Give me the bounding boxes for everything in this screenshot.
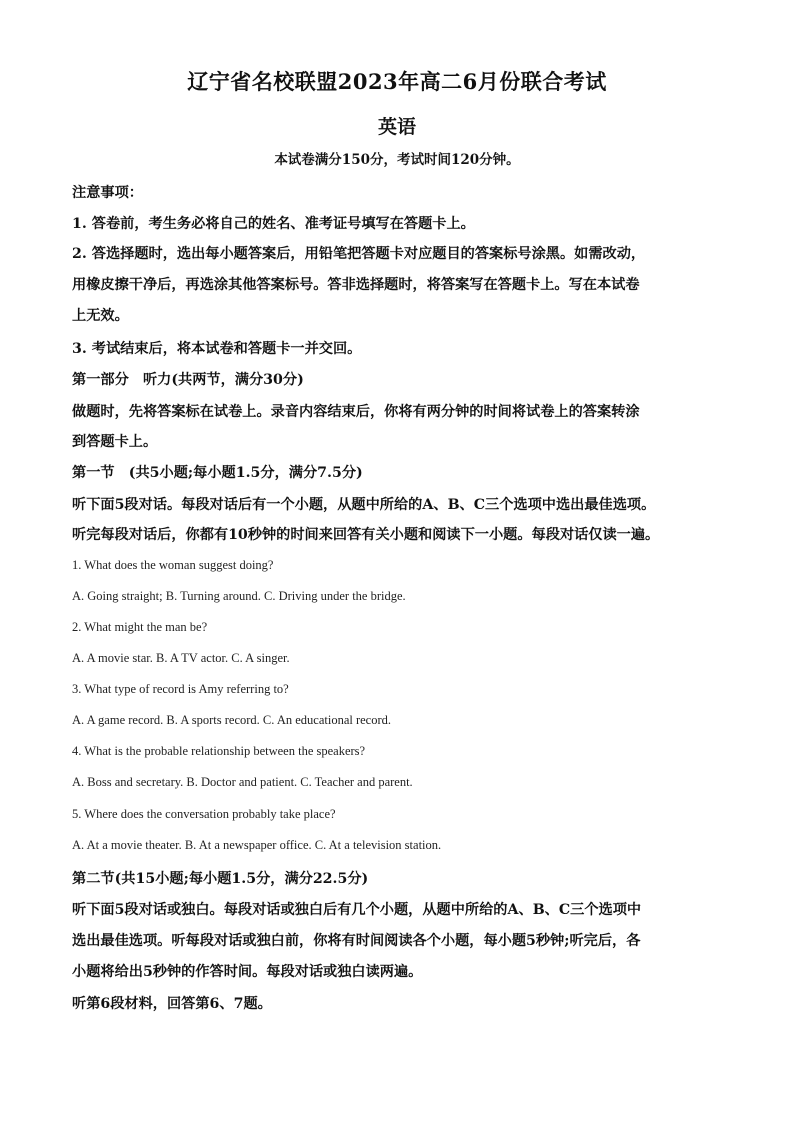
question-3-options: A. A game record. B. A sports record. C. An educational record. (72, 713, 392, 727)
question-4: 4. What is the probable relationship between the speakers? (72, 744, 366, 758)
question-1-options: A. Going straight; B. Turning around. C. Driving under the bridge. (72, 589, 406, 603)
notes-heading: 注意事项： (72, 185, 143, 201)
part1-heading: 第一部分 听力(共两节，满分30分) (72, 372, 304, 388)
exam-meta: 本试卷满分150分，考试时间120分钟。 (274, 152, 520, 168)
part1-instruction-line-2: 到答题卡上。 (72, 434, 158, 450)
question-5-options: A. At a movie theater. B. At a newspaper office. C. At a television station. (72, 838, 442, 852)
note-item-1: 1. 答卷前，考生务必将自己的姓名、准考证号填写在答题卡上。 (72, 216, 475, 232)
listen-6-instruction: 听第6段材料，回答第6、7题。 (72, 996, 272, 1012)
question-2-options: A. A movie star. B. A TV actor. C. A singer. (72, 651, 290, 665)
note-item-3: 3. 考试结束后，将本试卷和答题卡一并交回。 (72, 341, 362, 357)
question-2: 2. What might the man be? (72, 620, 208, 634)
question-5: 5. Where does the conversation probably take place? (72, 807, 336, 821)
section2-heading: 第二节(共15小题;每小题1.5分，满分22.5分) (72, 871, 369, 887)
section1-instruction-line-2: 听完每段对话后，你都有10秒钟的时间来回答有关小题和阅读下一小题。每段对话仅读一遍。 (72, 527, 660, 543)
question-1: 1. What does the woman suggest doing? (72, 558, 274, 572)
exam-title: 辽宁省名校联盟2023年高二6月份联合考试 (187, 69, 607, 94)
note-item-2-line-1: 2. 答选择题时，选出每小题答案后，用铅笔把答题卡对应题目的答案标号涂黑。如需改动， (72, 246, 646, 262)
section1-instruction-line-1: 听下面5段对话。每段对话后有一个小题，从题中所给的A、B、C三个选项中选出最佳选项。 (72, 497, 656, 513)
section2-instruction-line-3: 小题将给出5秒钟的作答时间。每段对话或独白读两遍。 (72, 964, 423, 980)
question-3: 3. What type of record is Amy referring to? (72, 682, 289, 696)
note-item-2-line-2: 用橡皮擦干净后，再选涂其他答案标号。答非选择题时，将答案写在答题卡上。写在本试卷 (72, 277, 640, 293)
section2-instruction-line-2: 选出最佳选项。听每段对话或独白前，你将有时间阅读各个小题，每小题5秒钟;听完后，各 (72, 933, 641, 949)
subject-title: 英语 (377, 116, 416, 138)
note-item-2-line-3: 上无效。 (72, 308, 129, 324)
part1-instruction-line-1: 做题时，先将答案标在试卷上。录音内容结束后，你将有两分钟的时间将试卷上的答案转涂 (72, 404, 640, 420)
section1-heading: 第一节 (共5小题;每小题1.5分，满分7.5分) (72, 465, 363, 481)
question-4-options: A. Boss and secretary. B. Doctor and patient. C. Teacher and parent. (72, 775, 413, 789)
section2-instruction-line-1: 听下面5段对话或独白。每段对话或独白后有几个小题，从题中所给的A、B、C三个选项中 (72, 902, 642, 918)
